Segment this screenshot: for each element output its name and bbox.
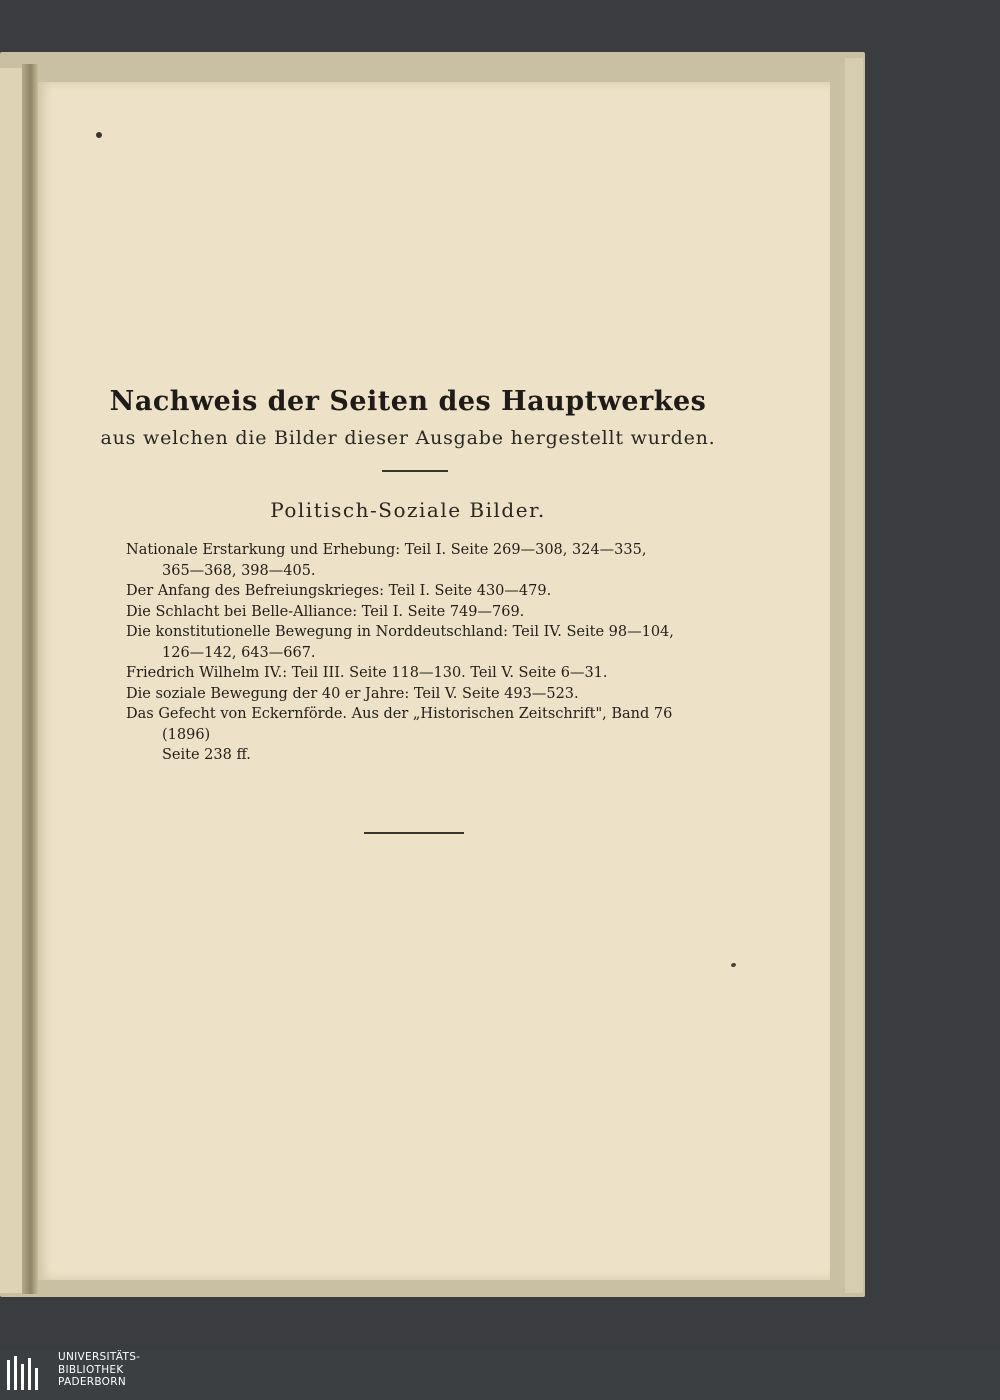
closing-rule <box>364 832 464 834</box>
list-item: Das Gefecht von Eckernförde. Aus der „Historischen Zeitschrift", Band 76 (1896) Seite 238 ff. <box>126 706 673 763</box>
library-name <box>58 1351 140 1389</box>
list-item: Die Schlacht bei Belle-Alliance: Teil I. Seite 749—769. <box>126 603 525 620</box>
library-name-line3: PADERBORN <box>58 1376 126 1388</box>
page-title: Nachweis der Seiten des Hauptwerkes <box>109 386 707 417</box>
list-item: Der Anfang des Befreiungskrieges: Teil I. Seite 430—479. <box>126 583 552 599</box>
book-spine <box>22 64 38 1294</box>
ink-dot <box>96 132 102 138</box>
list-item: Friedrich Wilhelm IV.: Teil III. Seite 118—130. Teil V. Seite 6—31. <box>126 665 608 681</box>
list-item: Die konstitutionelle Bewegung in Norddeutschland: Teil IV. Seite 98—104, 126—142, 643—667. <box>126 624 674 661</box>
library-name-line1: UNIVERSITÄTS- <box>58 1351 141 1363</box>
section-heading: Politisch-Soziale Bilder. <box>270 498 546 522</box>
entry-list <box>126 540 706 766</box>
footer-bar <box>0 1350 1000 1400</box>
library-logo-icon <box>5 1354 45 1394</box>
cover-edge <box>845 58 863 1293</box>
library-name-line2: BIBLIOTHEK <box>58 1363 124 1376</box>
list-item: Die soziale Bewegung der 40 er Jahre: Teil V. Seite 493—523. <box>126 685 579 702</box>
divider-rule <box>382 470 448 472</box>
page-subtitle: aus welchen die Bilder dieser Ausgabe hergestellt wurden. <box>100 427 716 449</box>
left-page-edge <box>0 68 24 1293</box>
list-item: Nationale Erstarkung und Erhebung: Teil I. Seite 269—308, 324—335, 365—368, 398—405. <box>126 542 647 579</box>
